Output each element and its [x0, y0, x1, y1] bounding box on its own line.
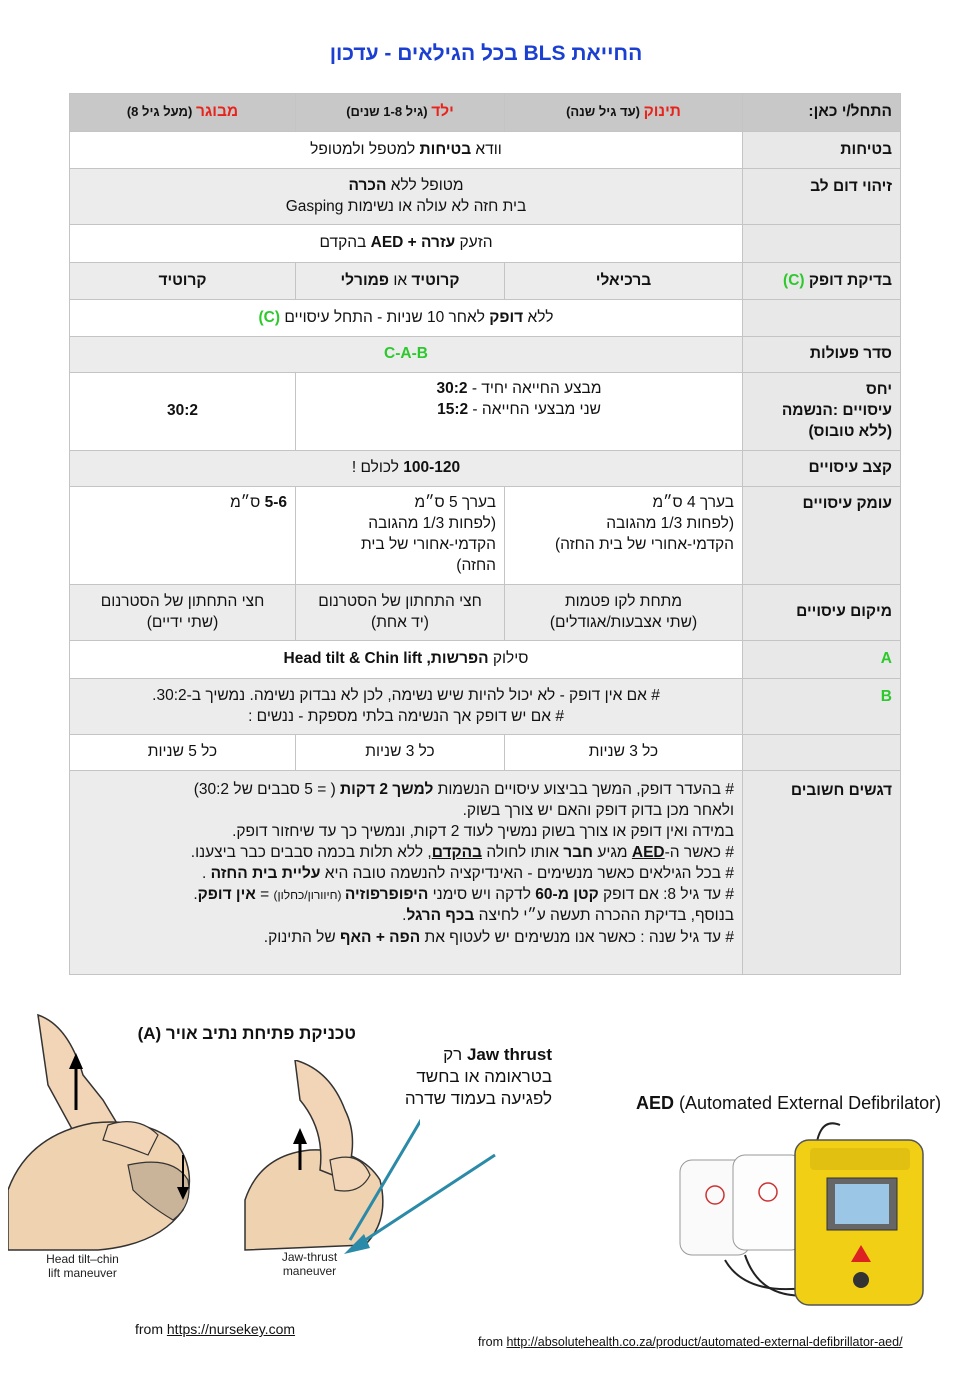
pulse-infant: ברכיאלי: [505, 263, 743, 300]
pointer-arrow-icon: [330, 1150, 500, 1260]
depth-row: [70, 487, 901, 585]
jaw-thrust-note: Jaw thrust רק בטראומה או בחשד לפגיעה בעמוד שדרה: [404, 1045, 552, 1109]
head-tilt-caption: Head tilt–chin lift maneuver: [46, 1252, 119, 1281]
breath-interval-adult: כל 5 שניות: [70, 735, 296, 771]
order-value: C-A-B: [70, 337, 743, 373]
notes-row: [70, 771, 901, 975]
rate-label: קצב עיסויים: [743, 451, 901, 487]
note-8: # עד גיל שנה : כאשר אנו מנשימים יש לעטוף את הפה + האף של התינוק.: [263, 928, 734, 946]
depth-adult: 5-6 ס״מ: [70, 487, 296, 585]
pulse-label: בדיקת דופק (C): [743, 263, 901, 300]
safety-text: וודא בטיחות למטפל ולמטופל: [70, 132, 743, 169]
ratio-adult: 30:2: [70, 373, 296, 451]
note-4: # כאשר ה-AED מגיע חבר אותו לחולה בהקדם, ללא תלות בכמה סבבים כבר ביצענו.: [190, 844, 734, 862]
pulse-row: [70, 263, 901, 300]
call-label: [743, 225, 901, 263]
airway-row: [70, 641, 901, 679]
depth-infant: בערך 4 ס״מ (לפחות 1/3 מהגובה הקדמי-אחורי של בית החזה): [505, 487, 743, 585]
order-row: [70, 337, 901, 373]
note-2: ולאחר מכן בדוק דופק והאם יש צורך בשוק.: [462, 802, 734, 820]
safety-row: [70, 132, 901, 169]
no-pulse-label: [743, 300, 901, 337]
ratio-label: יחס עיסויים :הנשמה (ללא טובוס): [743, 373, 901, 451]
aed-device-illustration: [675, 1120, 935, 1310]
breath-interval-child: כל 3 שניות: [296, 735, 505, 771]
breathing-label: B: [743, 679, 901, 735]
pulse-child: קרוטיד או פמורלי: [296, 263, 505, 300]
ratio-row: [70, 373, 901, 451]
breath-interval-row: [70, 735, 901, 771]
rate-row: [70, 451, 901, 487]
note-6: # עד גיל 8: אם דופק קטן מ-60 לדקה ויש סימני היפופרפוזיה (חיוורון/כחלון) = אין דופק.: [193, 886, 734, 904]
order-label: סדר פעולות: [743, 337, 901, 373]
source-absolutehealth: from http://absolutehealth.co.za/product/automated-external-defibrillator-aed/: [478, 1335, 903, 1349]
header-child: ילד (גיל 1-8 שנים): [296, 94, 505, 132]
ratio-infant-child: מבצע החייאה יחיד - 30:2 שני מבצעי החייאה - 15:2: [296, 373, 743, 451]
no-pulse-text: ללא דופק לאחר 10 שניות - התחל עיסויים (C): [70, 300, 743, 337]
header-adult: מבוגר (מעל גיל 8): [70, 94, 296, 132]
airway-technique-title: טכניקת פתיחת נתיב אויר (A): [137, 1024, 356, 1043]
location-child: חצי התחתון של הסטרנום (יד אחת): [296, 585, 505, 641]
arrest-label: זיהוי דום לב: [743, 169, 901, 225]
rate-text: 100-120 לכולם !: [70, 451, 743, 487]
header-infant: תינוק (עד גיל שנה): [505, 94, 743, 132]
table-header-row: [70, 94, 901, 132]
note-7: בנוסף, בדיקת ההכרה תעשה ע״י לחיצה בכף הרגל.: [402, 907, 734, 925]
note-1: # בהעדר דופק, המשך בביצוע עיסויים הנשמות למשך 2 דקות ( = 5 סבבים של 30:2): [193, 781, 734, 798]
breath-interval-label: [743, 735, 901, 771]
location-label: מיקום עיסויים: [743, 585, 901, 641]
depth-child: בערך 5 ס״מ (לפחות 1/3 מהגובה הקדמי-אחורי של בית החזה): [296, 487, 505, 585]
source-nursekey: from https://nursekey.com: [135, 1321, 296, 1337]
arrest-row: [70, 169, 901, 225]
page-title: החייאת BLS בכל הגילאים - עדכון: [329, 42, 643, 65]
location-adult: חצי התחתון של הסטרנום (שתי ידיים): [70, 585, 296, 641]
pulse-adult: קרוטיד: [70, 263, 296, 300]
breathing-row: [70, 679, 901, 735]
location-row: [70, 585, 901, 641]
safety-label: בטיחות: [743, 132, 901, 169]
start-here-label: התחל/י כאן:: [743, 94, 901, 132]
breath-interval-infant: כל 3 שניות: [505, 735, 743, 771]
nursekey-link[interactable]: https://nursekey.com: [166, 1321, 296, 1337]
bls-table: [69, 93, 901, 975]
airway-label: A: [743, 641, 901, 679]
breathing-text: # אם אין דופק - לא יכול להיות שיש נשימה, לכן לא נבדוק נשימה. נמשיך ב-30:2. # אם יש דופק אך הנשימה בלתי מספקת - ננשים :: [70, 679, 743, 735]
notes-label: דגשים חשובים: [743, 771, 901, 975]
airway-text: סילוק הפרשות, Head tilt & Chin lift: [70, 641, 743, 679]
notes-text: [70, 771, 743, 975]
note-5: # בכל הגילאים כאשר מנשימים - האינדיקציה להנשמה טובה היא עליית בית החזה .: [201, 865, 734, 883]
call-text: הזעק עזרה + AED בהקדם: [70, 225, 743, 263]
depth-label: עומק עיסויים: [743, 487, 901, 585]
absolutehealth-link[interactable]: http://absolutehealth.co.za/product/automated-external-defibrillator-aed/: [506, 1335, 903, 1349]
aed-title: AED (Automated External Defibrilator): [636, 1093, 942, 1113]
location-infant: מתחת לקו פטמות (שתי אצבעות/אגודלים): [505, 585, 743, 641]
call-row: [70, 225, 901, 263]
note-3: במידה ואין דופק או צורך בשוק נמשיך לעוד 2 דקות, ונמשיך כך עד שיחזור דופק.: [232, 823, 734, 841]
no-pulse-row: [70, 300, 901, 337]
arrest-text: מטופל ללא הכרה בית חזה לא עולה או נשימות Gasping: [70, 169, 743, 225]
jaw-thrust-caption: Jaw-thrust maneuver: [281, 1250, 338, 1279]
